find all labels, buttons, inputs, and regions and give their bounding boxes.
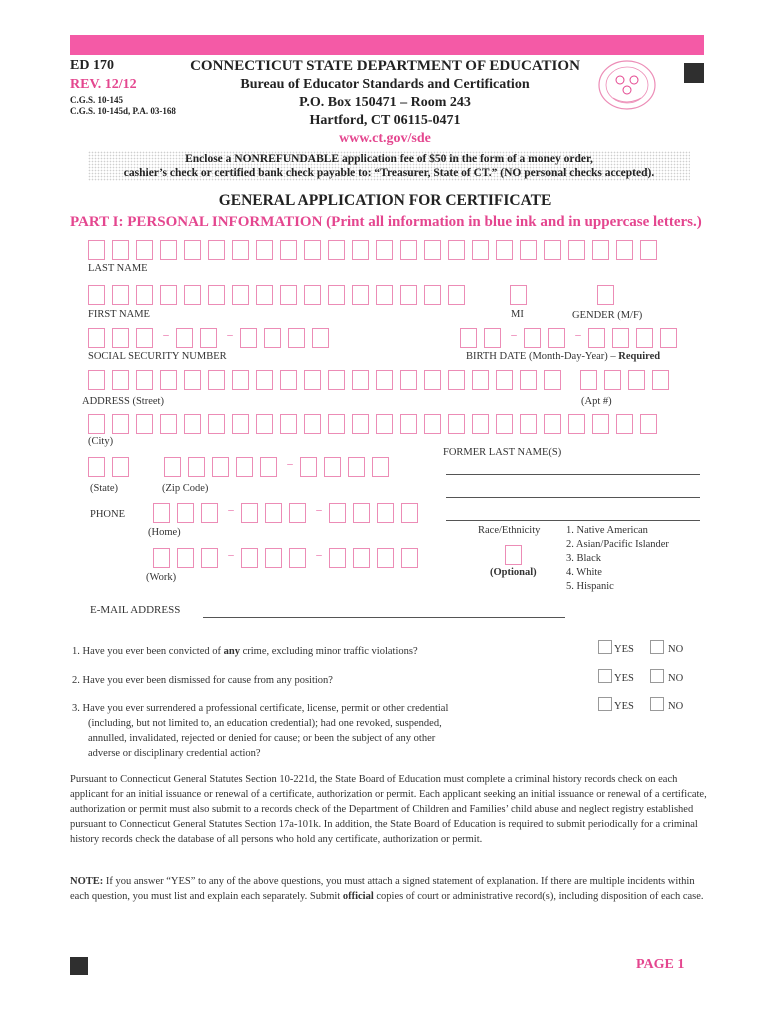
char-box[interactable] xyxy=(544,414,561,434)
char-box[interactable] xyxy=(241,548,258,568)
question-1-no-label: NO xyxy=(668,644,684,655)
char-box[interactable] xyxy=(112,370,129,390)
char-box[interactable] xyxy=(548,328,565,348)
form-number: ED 170 xyxy=(70,58,114,73)
char-box[interactable] xyxy=(256,414,273,434)
char-box[interactable] xyxy=(136,240,153,260)
apt-label: (Apt #) xyxy=(581,396,612,407)
char-box[interactable] xyxy=(424,370,441,390)
note-label: NOTE: xyxy=(70,876,104,887)
char-box[interactable] xyxy=(329,503,346,523)
char-box[interactable] xyxy=(505,545,522,565)
birth-date-required: Required xyxy=(618,351,661,362)
char-box[interactable] xyxy=(304,414,321,434)
char-box[interactable] xyxy=(88,370,105,390)
note-emphasis: official xyxy=(342,891,374,902)
separator-dash: – xyxy=(227,329,233,341)
char-box[interactable] xyxy=(256,240,273,260)
char-box[interactable] xyxy=(592,414,609,434)
char-box[interactable] xyxy=(424,414,441,434)
question-3-no-label: NO xyxy=(668,701,684,712)
char-box[interactable] xyxy=(652,370,669,390)
char-box[interactable] xyxy=(184,240,201,260)
char-box[interactable] xyxy=(112,457,129,477)
address-street-label: ADDRESS (Street) xyxy=(82,396,164,407)
char-box[interactable] xyxy=(212,457,229,477)
question-1-text-end: crime, excluding minor traffic violations? xyxy=(239,646,418,657)
char-box[interactable] xyxy=(232,240,249,260)
gender-label: GENDER (M/F) xyxy=(572,310,643,321)
former-last-name-line-1[interactable] xyxy=(446,474,700,475)
former-last-name-line-2[interactable] xyxy=(446,497,700,498)
char-box[interactable] xyxy=(112,240,129,260)
char-box[interactable] xyxy=(280,285,297,305)
char-box[interactable] xyxy=(496,240,513,260)
part-1-title: PART I: PERSONAL INFORMATION (Print all information in blue ink and in uppercase letters.) xyxy=(70,214,702,230)
char-box[interactable] xyxy=(524,328,541,348)
char-box[interactable] xyxy=(496,370,513,390)
char-box[interactable] xyxy=(300,457,317,477)
char-box[interactable] xyxy=(328,370,345,390)
fee-notice-line-2: cashier’s check or certified bank check payable to: “Treasurer, State of CT.” (NO personal checks accepted). xyxy=(123,167,655,179)
char-box[interactable] xyxy=(88,328,105,348)
char-box[interactable] xyxy=(280,370,297,390)
char-box[interactable] xyxy=(376,240,393,260)
question-2-text: 2. Have you ever been dismissed for cause from any position? xyxy=(72,675,333,686)
char-box[interactable] xyxy=(401,548,418,568)
char-box[interactable] xyxy=(88,285,105,305)
char-box[interactable] xyxy=(377,548,394,568)
char-box[interactable] xyxy=(184,370,201,390)
char-box[interactable] xyxy=(636,328,653,348)
question-2-no-checkbox[interactable] xyxy=(650,669,664,683)
address-line-1: P.O. Box 150471 – Room 243 xyxy=(299,95,471,110)
question-1-emphasis: any xyxy=(223,646,240,657)
char-box[interactable] xyxy=(520,370,537,390)
fee-notice xyxy=(88,151,690,181)
page-number: PAGE 1 xyxy=(636,957,685,972)
char-box[interactable] xyxy=(88,240,105,260)
char-box[interactable] xyxy=(612,328,629,348)
char-box[interactable] xyxy=(472,370,489,390)
note-text: If you answer “YES” to any of the above questions, you must attach a signed statement of explanation. If there are multiple incidents within each question, you must list and explain each separately. Submit xyxy=(70,876,695,902)
separator-dash: – xyxy=(163,329,169,341)
char-box[interactable] xyxy=(153,503,170,523)
char-box[interactable] xyxy=(328,240,345,260)
char-box[interactable] xyxy=(200,328,217,348)
form-revision: REV. 12/12 xyxy=(70,77,137,92)
char-box[interactable] xyxy=(400,370,417,390)
question-3-text: 3. Have you ever surrendered a professional certificate, license, permit or other credential xyxy=(72,703,449,714)
char-box[interactable] xyxy=(580,370,597,390)
char-box[interactable] xyxy=(376,414,393,434)
char-box[interactable] xyxy=(372,457,389,477)
char-box[interactable] xyxy=(484,328,501,348)
zip-code-label: (Zip Code) xyxy=(162,483,209,494)
char-box[interactable] xyxy=(232,414,249,434)
char-box[interactable] xyxy=(260,457,277,477)
char-box[interactable] xyxy=(660,328,677,348)
ssn-label: SOCIAL SECURITY NUMBER xyxy=(88,351,227,362)
address-line-2: Hartford, CT 06115-0471 xyxy=(309,113,461,128)
note-paragraph xyxy=(70,874,710,904)
char-box[interactable] xyxy=(352,370,369,390)
char-box[interactable] xyxy=(424,285,441,305)
char-box[interactable] xyxy=(348,457,365,477)
mi-label: MI xyxy=(511,309,524,320)
char-box[interactable] xyxy=(604,370,621,390)
char-box[interactable] xyxy=(640,240,657,260)
question-3 xyxy=(72,701,448,761)
char-box[interactable] xyxy=(208,285,225,305)
char-box[interactable] xyxy=(597,285,614,305)
agency-header xyxy=(160,58,610,147)
char-box[interactable] xyxy=(160,285,177,305)
city-input[interactable] xyxy=(88,414,664,434)
question-2-yes-label: YES xyxy=(614,673,634,684)
char-box[interactable] xyxy=(304,240,321,260)
char-box[interactable] xyxy=(324,457,341,477)
char-box[interactable] xyxy=(160,240,177,260)
form-title: GENERAL APPLICATION FOR CERTIFICATE xyxy=(218,192,552,209)
separator-dash: – xyxy=(228,504,234,516)
char-box[interactable] xyxy=(232,285,249,305)
char-box[interactable] xyxy=(112,414,129,434)
statute-ref-1: C.G.S. 10-145 xyxy=(70,95,124,105)
char-box[interactable] xyxy=(236,457,253,477)
question-1-yes-label: YES xyxy=(614,644,634,655)
ssn-input[interactable] xyxy=(88,328,336,348)
char-box[interactable] xyxy=(201,548,218,568)
separator-dash: – xyxy=(316,504,322,516)
char-box[interactable] xyxy=(328,285,345,305)
separator-dash: – xyxy=(316,549,322,561)
char-box[interactable] xyxy=(136,370,153,390)
char-box[interactable] xyxy=(164,457,181,477)
char-box[interactable] xyxy=(448,240,465,260)
first-name-label: FIRST NAME xyxy=(88,309,150,320)
gender-input[interactable] xyxy=(597,285,621,305)
char-box[interactable] xyxy=(329,548,346,568)
race-option: 3. Black xyxy=(566,553,601,564)
former-last-names-label: FORMER LAST NAME(S) xyxy=(443,447,562,458)
char-box[interactable] xyxy=(616,414,633,434)
statute-ref-2: C.G.S. 10-145d, P.A. 03-168 xyxy=(70,106,176,116)
home-phone-label: (Home) xyxy=(148,527,181,538)
race-ethnicity-label: Race/Ethnicity xyxy=(478,525,541,536)
question-3-continuation: annulled, invalidated, rejected or denied for cause; or been the subject of any other xyxy=(88,733,436,744)
char-box[interactable] xyxy=(280,414,297,434)
first-name-input[interactable] xyxy=(88,285,472,305)
separator-dash: – xyxy=(575,329,581,341)
city-label: (City) xyxy=(88,436,114,447)
race-option: 5. Hispanic xyxy=(566,581,614,592)
question-1-text: 1. Have you ever been convicted of xyxy=(72,646,224,657)
question-1-no-checkbox[interactable] xyxy=(650,640,664,654)
char-box[interactable] xyxy=(352,414,369,434)
race-optional-label: (Optional) xyxy=(490,567,537,578)
question-3-yes-checkbox[interactable] xyxy=(598,697,612,711)
char-box[interactable] xyxy=(280,240,297,260)
department-name: CONNECTICUT STATE DEPARTMENT OF EDUCATION xyxy=(190,58,580,74)
char-box[interactable] xyxy=(400,285,417,305)
question-3-no-checkbox[interactable] xyxy=(650,697,664,711)
birth-date-label-text: BIRTH DATE (Month-Day-Year) – xyxy=(466,351,616,362)
char-box[interactable] xyxy=(353,548,370,568)
char-box[interactable] xyxy=(160,370,177,390)
work-phone-label: (Work) xyxy=(146,572,177,583)
char-box[interactable] xyxy=(264,328,281,348)
separator-dash: – xyxy=(511,329,517,341)
bureau-name: Bureau of Educator Standards and Certification xyxy=(240,77,530,92)
char-box[interactable] xyxy=(208,240,225,260)
char-box[interactable] xyxy=(112,328,129,348)
middle-initial-input[interactable] xyxy=(510,285,534,305)
char-box[interactable] xyxy=(136,414,153,434)
char-box[interactable] xyxy=(241,503,258,523)
char-box[interactable] xyxy=(592,240,609,260)
char-box[interactable] xyxy=(136,285,153,305)
state-label: (State) xyxy=(90,483,118,494)
char-box[interactable] xyxy=(510,285,527,305)
char-box[interactable] xyxy=(472,414,489,434)
char-box[interactable] xyxy=(448,370,465,390)
char-box[interactable] xyxy=(496,414,513,434)
question-3-continuation: (including, but not limited to, an education credential); had one revoked, suspended, xyxy=(88,718,442,729)
char-box[interactable] xyxy=(588,328,605,348)
char-box[interactable] xyxy=(153,548,170,568)
note-text-end: copies of court or administrative record(s), including disposition of each case. xyxy=(373,891,704,902)
char-box[interactable] xyxy=(184,285,201,305)
header-color-bar xyxy=(70,35,704,55)
char-box[interactable] xyxy=(424,240,441,260)
char-box[interactable] xyxy=(112,285,129,305)
char-box[interactable] xyxy=(208,370,225,390)
char-box[interactable] xyxy=(353,503,370,523)
char-box[interactable] xyxy=(256,370,273,390)
state-seal-icon xyxy=(596,58,658,112)
char-box[interactable] xyxy=(256,285,273,305)
char-box[interactable] xyxy=(401,503,418,523)
char-box[interactable] xyxy=(265,548,282,568)
question-1-yes-checkbox[interactable] xyxy=(598,640,612,654)
char-box[interactable] xyxy=(544,370,561,390)
last-name-label: LAST NAME xyxy=(88,263,148,274)
char-box[interactable] xyxy=(88,414,105,434)
char-box[interactable] xyxy=(160,414,177,434)
home-phone-input[interactable] xyxy=(153,503,425,523)
email-input[interactable] xyxy=(203,617,565,618)
char-box[interactable] xyxy=(400,240,417,260)
char-box[interactable] xyxy=(289,503,306,523)
char-box[interactable] xyxy=(640,414,657,434)
char-box[interactable] xyxy=(520,240,537,260)
phone-label: PHONE xyxy=(90,509,126,520)
char-box[interactable] xyxy=(520,414,537,434)
char-box[interactable] xyxy=(312,328,329,348)
char-box[interactable] xyxy=(177,503,194,523)
char-box[interactable] xyxy=(201,503,218,523)
criminal-history-paragraph: Pursuant to Connecticut General Statutes Section 10-221d, the State Board of Education must complete a criminal history records check on each applicant for an initial issuance or renewal of a certificate, authorization or permit. Each applicant seeking an initial issuance or renewal of a certificate, authorization or permit must also submit to a records check of the Department of Children and Families’ child abuse and neglect registry established pursuant to Connecticut General Statutes Section 17a-101k. In addition, the State Board of Education is required to submit periodically for a criminal history records check the database of all persons who hold any certificate, authorization or permit. xyxy=(70,774,707,845)
fee-notice-line-1: Enclose a NONREFUNDABLE application fee of $50 in the form of a money order, xyxy=(185,153,593,165)
state-input[interactable] xyxy=(88,457,136,477)
char-box[interactable] xyxy=(352,240,369,260)
char-box[interactable] xyxy=(400,414,417,434)
email-label: E-MAIL ADDRESS xyxy=(90,604,181,616)
apt-number-input[interactable] xyxy=(580,370,676,390)
birth-date-input[interactable] xyxy=(460,328,684,348)
question-2 xyxy=(72,673,333,688)
former-last-name-line-3[interactable] xyxy=(446,520,700,521)
char-box[interactable] xyxy=(240,328,257,348)
separator-dash: – xyxy=(228,549,234,561)
char-box[interactable] xyxy=(188,457,205,477)
char-box[interactable] xyxy=(568,414,585,434)
char-box[interactable] xyxy=(176,328,193,348)
char-box[interactable] xyxy=(184,414,201,434)
char-box[interactable] xyxy=(377,503,394,523)
char-box[interactable] xyxy=(208,414,225,434)
char-box[interactable] xyxy=(352,285,369,305)
char-box[interactable] xyxy=(177,548,194,568)
last-name-input[interactable] xyxy=(88,240,664,260)
race-option: 2. Asian/Pacific Islander xyxy=(566,539,669,550)
char-box[interactable] xyxy=(376,370,393,390)
question-3-yes-label: YES xyxy=(614,701,634,712)
char-box[interactable] xyxy=(628,370,645,390)
char-box[interactable] xyxy=(304,370,321,390)
char-box[interactable] xyxy=(568,240,585,260)
char-box[interactable] xyxy=(472,240,489,260)
question-2-no-label: NO xyxy=(668,673,684,684)
website-link[interactable]: www.ct.gov/sde xyxy=(339,131,431,146)
separator-dash: – xyxy=(287,458,293,470)
race-option: 4. White xyxy=(566,567,602,578)
question-2-yes-checkbox[interactable] xyxy=(598,669,612,683)
char-box[interactable] xyxy=(544,240,561,260)
zip-code-input[interactable] xyxy=(164,457,396,477)
address-street-input[interactable] xyxy=(88,370,568,390)
question-1 xyxy=(72,644,418,659)
char-box[interactable] xyxy=(376,285,393,305)
registration-mark-top-right xyxy=(684,63,704,83)
char-box[interactable] xyxy=(265,503,282,523)
work-phone-input[interactable] xyxy=(153,548,425,568)
char-box[interactable] xyxy=(460,328,477,348)
char-box[interactable] xyxy=(232,370,249,390)
char-box[interactable] xyxy=(616,240,633,260)
char-box[interactable] xyxy=(288,328,305,348)
question-3-continuation: adverse or disciplinary credential action? xyxy=(88,748,261,759)
race-options-list xyxy=(566,524,669,594)
char-box[interactable] xyxy=(289,548,306,568)
char-box[interactable] xyxy=(88,457,105,477)
birth-date-label xyxy=(466,351,660,362)
race-ethnicity-input[interactable] xyxy=(505,545,529,565)
registration-mark-bottom-left xyxy=(70,957,88,975)
char-box[interactable] xyxy=(304,285,321,305)
char-box[interactable] xyxy=(448,285,465,305)
char-box[interactable] xyxy=(448,414,465,434)
char-box[interactable] xyxy=(328,414,345,434)
char-box[interactable] xyxy=(136,328,153,348)
race-option: 1. Native American xyxy=(566,525,648,536)
